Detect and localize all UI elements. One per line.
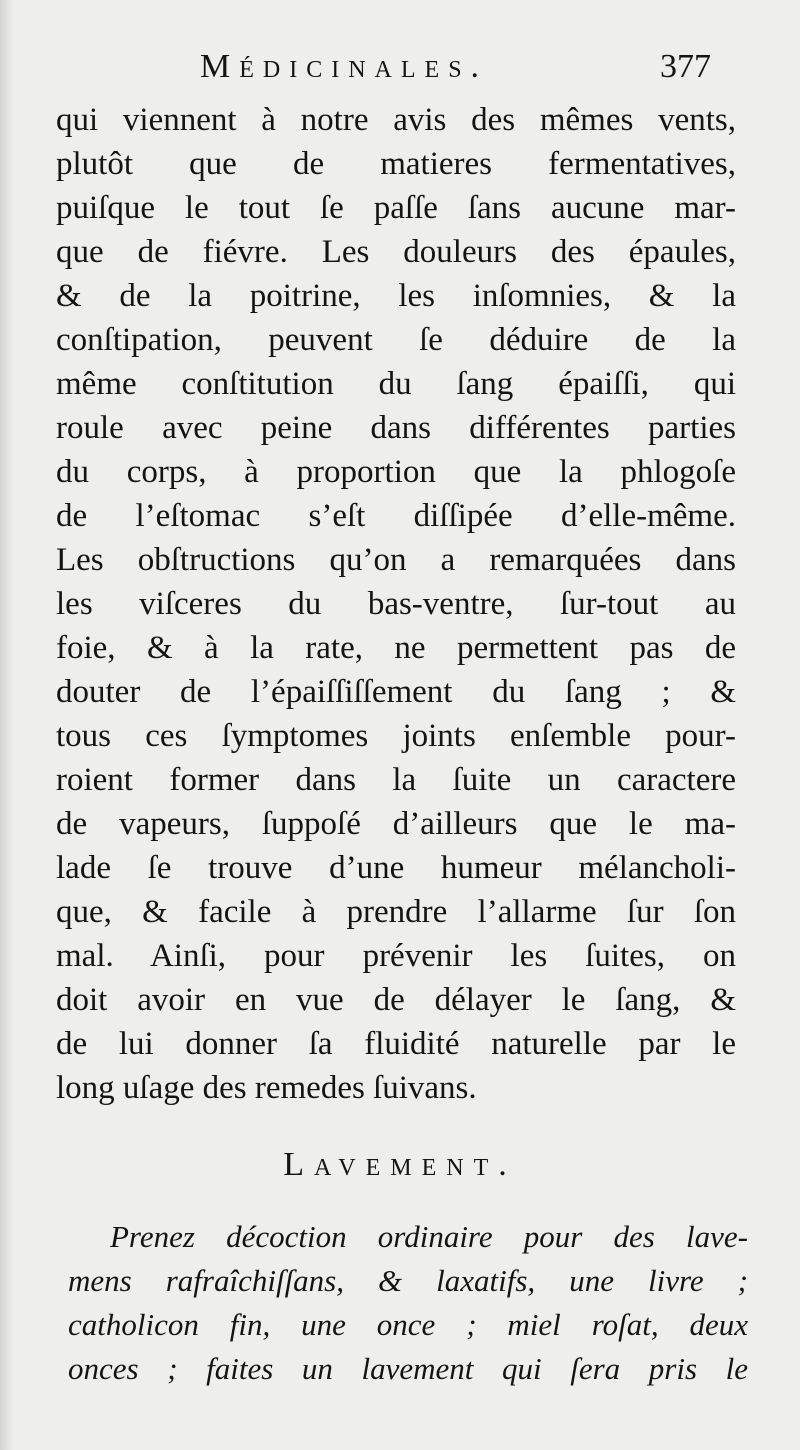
text-line: de l’eſtomac s’eſt diſſipée d’elle-même.	[56, 498, 736, 534]
text-line: roient former dans la ſuite un caractere	[56, 762, 736, 798]
text-line: de vapeurs, ſuppoſé d’ailleurs que le ma-	[56, 806, 736, 842]
body-text	[56, 98, 736, 1110]
section-heading: Lavement.	[283, 1146, 517, 1183]
recipe-line: Prenez décoction ordinaire pour des lave-	[110, 1219, 748, 1254]
recipe-line: onces ; faites un lavement qui ſera pris le	[68, 1351, 748, 1386]
page-gutter-shadow	[0, 0, 14, 1450]
text-line: du corps, à proportion que la phlogoſe	[56, 454, 736, 490]
text-line: puiſque le tout ſe paſſe ſans aucune mar-	[56, 190, 736, 226]
text-line: même conſtitution du ſang épaiſſi, qui	[56, 366, 736, 402]
text-line: doit avoir en vue de délayer le ſang, &	[56, 982, 736, 1018]
text-line: lade ſe trouve d’une humeur mélancholi-	[56, 850, 736, 886]
text-line: foie, & à la rate, ne permettent pas de	[56, 630, 736, 666]
page-header	[0, 48, 800, 98]
text-line: conſtipation, peuvent ſe déduire de la	[56, 322, 736, 358]
text-line: qui viennent à notre avis des mêmes vents,	[56, 102, 736, 138]
text-line: mal. Ainſi, pour prévenir les ſuites, on	[56, 938, 736, 974]
recipe-line: catholicon fin, une once ; miel roſat, deux	[68, 1307, 748, 1342]
recipe-text	[68, 1215, 748, 1391]
text-line: que, & facile à prendre l’allarme ſur ſon	[56, 894, 736, 930]
text-line: long uſage des remedes ſuivans.	[56, 1070, 477, 1106]
text-line: tous ces ſymptomes joints enſemble pour-	[56, 718, 736, 754]
text-line: Les obſtructions qu’on a remarquées dans	[56, 542, 736, 578]
running-head: Médicinales.	[200, 48, 489, 85]
text-line: que de fiévre. Les douleurs des épaules,	[56, 234, 736, 270]
text-line: de lui donner ſa fluidité naturelle par le	[56, 1026, 736, 1062]
text-line: roule avec peine dans différentes parties	[56, 410, 736, 446]
recipe-line: mens rafraîchiſſans, & laxatifs, une livre ;	[68, 1263, 748, 1298]
text-line: & de la poitrine, les inſomnies, & la	[56, 278, 736, 314]
page-number: 377	[660, 48, 711, 85]
text-line: les viſceres du bas-ventre, ſur-tout au	[56, 586, 736, 622]
text-line: douter de l’épaiſſiſſement du ſang ; &	[56, 674, 736, 710]
text-line: plutôt que de matieres fermentatives,	[56, 146, 736, 182]
